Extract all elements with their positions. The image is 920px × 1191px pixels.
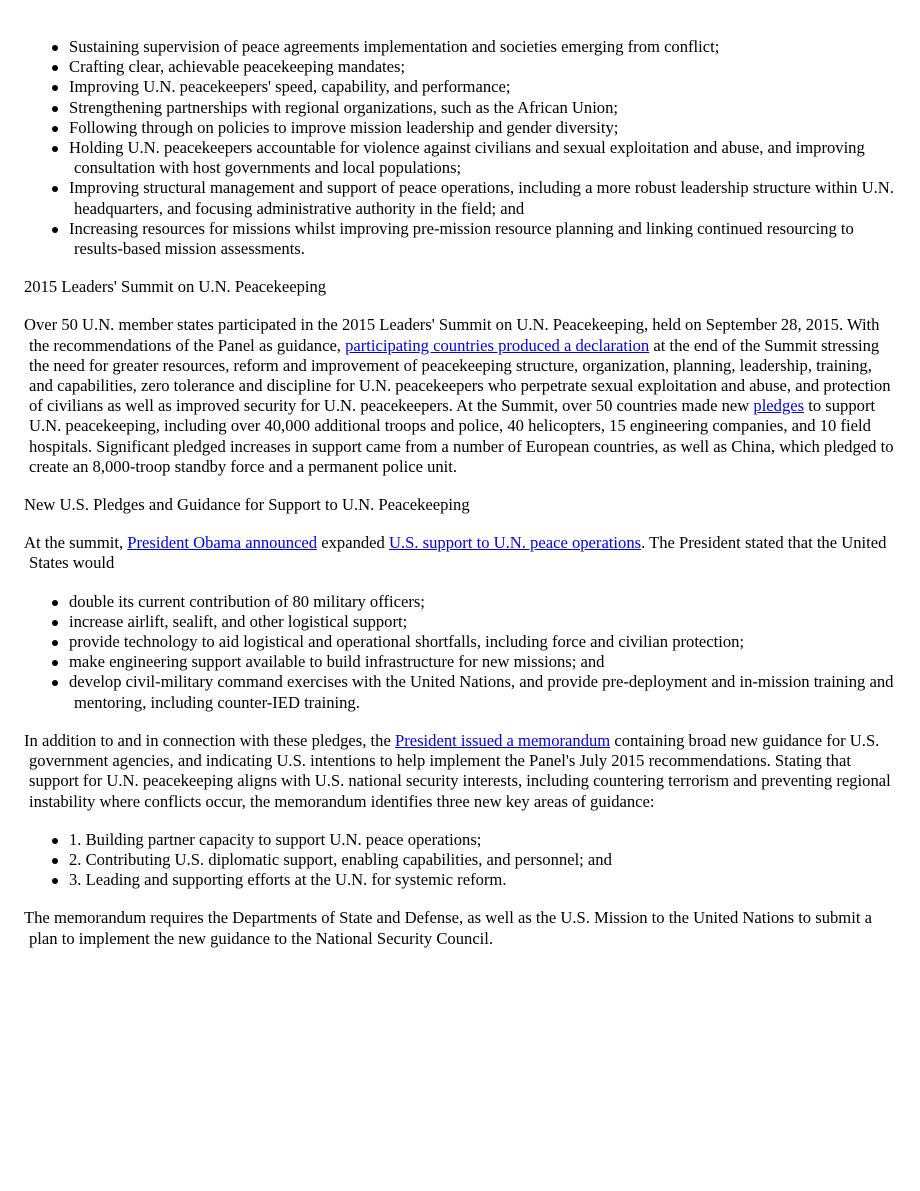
guidance-areas-list (24, 830, 898, 891)
list-item: Improving U.N. peacekeepers' speed, capability, and performance; (69, 77, 898, 97)
us-text-3: . The President stated that the United States would (29, 533, 887, 573)
list-item: Crafting clear, achievable peacekeeping mandates; (69, 57, 898, 77)
summit-text-2: at the end of the Summit stressing the need for greater resources, reform and improvement of peacekeeping structure, organization, planning, leadership, training, and capabilities, zero tolerance and discipline for U.N. peacekeepers who perpetrate sexual exploitation and abuse, and protection of civilians as well as improved security for U.N. peacekeepers. At the Summit, over 50 countries made new (29, 335, 891, 416)
list-item: double its current contribution of 80 military officers; (69, 592, 898, 612)
list-item: increase airlift, sealift, and other logistical support; (69, 612, 898, 632)
recommendations-list (24, 37, 898, 259)
summit-heading: 2015 Leaders' Summit on U.N. Peacekeeping (24, 277, 327, 297)
list-item: provide technology to aid logistical and operational shortfalls, including force and civilian protection; (69, 632, 898, 652)
declaration-link[interactable]: participating countries produced a declaration (345, 335, 650, 355)
us-text-1: At the summit, (24, 533, 128, 553)
us-commitments-list (24, 592, 898, 713)
list-item: make engineering support available to build infrastructure for new missions; and (69, 652, 898, 672)
list-item: Strengthening partnerships with regional organizations, such as the African Union; (69, 98, 898, 118)
summit-text-3: to support U.N. peacekeeping, including over 40,000 additional troops and police, 40 helicopters, 15 engineering companies, and 10 field hospitals. Significant pledged increases in support came from a number of European countries, as well as China, which pledged to create an 8,000-troop standby force and a permanent police unit. (29, 396, 894, 476)
summit-paragraph (24, 315, 898, 477)
list-item: Improving structural management and support of peace operations, including a more robust leadership structure within U.N. headquarters, and focusing administrative authority in the field; and (69, 178, 898, 218)
list-item: 1. Building partner capacity to support U.N. peace operations; (69, 830, 898, 850)
memorandum-paragraph (24, 731, 898, 812)
list-item: 3. Leading and supporting efforts at the U.N. for systemic reform. (69, 870, 898, 890)
us-pledges-paragraph (24, 533, 898, 573)
list-item: 2. Contributing U.S. diplomatic support, enabling capabilities, and personnel; and (69, 850, 898, 870)
memo-text-1: In addition to and in connection with these pledges, the (24, 730, 395, 750)
list-item: Increasing resources for missions whilst improving pre-mission resource planning and linking continued resourcing to results-based mission assessments. (69, 219, 898, 259)
obama-announced-link[interactable]: President Obama announced (127, 533, 318, 553)
memo-text-2: containing broad new guidance for U.S. government agencies, and indicating U.S. intentions to help implement the Panel's July 2015 recommendations. Stating that support for U.N. peacekeeping aligns with U.S. national security interests, including countering terrorism and preventing regional instability where conflicts occur, the memorandum identifies three new key areas of guidance: (29, 730, 891, 811)
summit-text-1: Over 50 U.N. member states participated in the 2015 Leaders' Summit on U.N. Peacekeeping, held on September 28, 2015. With the recommendations of the Panel as guidance, (24, 315, 880, 355)
closing-paragraph: The memorandum requires the Departments of State and Defense, as well as the U.S. Mission to the United Nations to submit a plan to implement the new guidance to the National Security Council. (24, 908, 872, 948)
us-pledges-heading: New U.S. Pledges and Guidance for Support to U.N. Peacekeeping (24, 495, 470, 515)
list-item: develop civil-military command exercises with the United Nations, and provide pre-deployment and in-mission training and mentoring, including counter-IED training. (69, 672, 898, 712)
memorandum-link[interactable]: President issued a memorandum (394, 730, 611, 750)
list-item: Sustaining supervision of peace agreements implementation and societies emerging from conflict; (69, 37, 898, 57)
pledges-link[interactable]: pledges (753, 396, 805, 416)
list-item: Following through on policies to improve mission leadership and gender diversity; (69, 118, 898, 138)
us-support-link[interactable]: U.S. support to U.N. peace operations (389, 533, 642, 553)
us-text-2: expanded (317, 533, 389, 553)
list-item: Holding U.N. peacekeepers accountable for violence against civilians and sexual exploitation and abuse, and improving consultation with host governments and local populations; (69, 138, 898, 178)
